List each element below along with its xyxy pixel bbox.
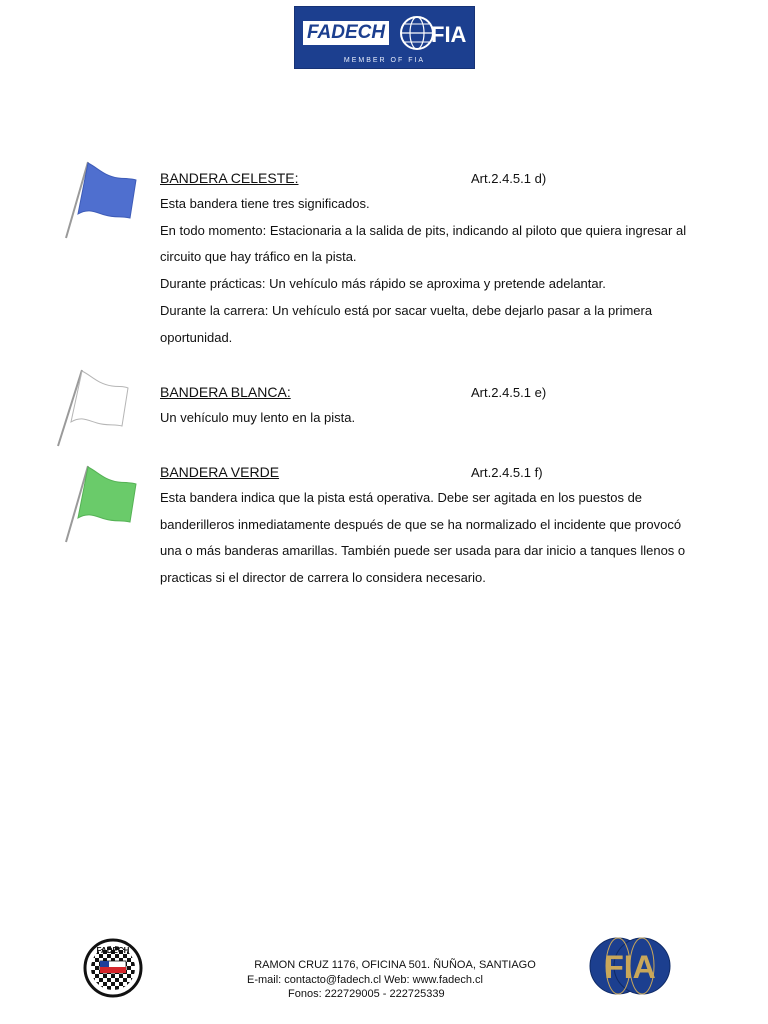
section-title-blanca: BANDERA BLANCA: bbox=[160, 384, 291, 400]
paragraph: Durante la carrera: Un vehículo está por sacar vuelta, debe dejarlo pasar a la primera oportunidad. bbox=[160, 302, 653, 345]
fia-round-logo bbox=[588, 936, 672, 996]
section-body-blanca bbox=[160, 405, 700, 432]
article-ref-celeste: Art.2.4.5.1 d) bbox=[471, 171, 547, 186]
section-body-celeste bbox=[160, 191, 700, 351]
article-ref-verde: Art.2.4.5.1 f) bbox=[471, 465, 543, 480]
article-ref-blanca: Art.2.4.5.1 e) bbox=[471, 385, 547, 400]
blue-flag-icon bbox=[60, 158, 140, 240]
paragraph: En todo momento: Estacionaria a la salida de pits, indicando al piloto que quiera ingresar al circuito que hay tráfico en la pista. bbox=[160, 222, 687, 265]
section-title-verde: BANDERA VERDE bbox=[160, 464, 280, 480]
footer-phones: Fonos: 222729005 - 222725339 bbox=[288, 988, 445, 1000]
section-title-celeste: BANDERA CELESTE: bbox=[160, 170, 299, 186]
fia-globe-icon bbox=[401, 13, 467, 53]
fadech-round-logo-text: FADECH bbox=[96, 946, 130, 955]
section-body-verde bbox=[160, 485, 700, 592]
white-flag-icon bbox=[54, 366, 134, 448]
fia-logo-text: FIA bbox=[431, 22, 467, 47]
fadech-logo-text: FADECH bbox=[303, 21, 389, 45]
fia-round-logo-text: FIA bbox=[604, 949, 656, 985]
member-of-fia-text: MEMBER OF FIA bbox=[343, 57, 426, 64]
fadech-fia-header-logo bbox=[294, 6, 475, 69]
footer-contact-block bbox=[200, 958, 590, 1002]
flag-cloth bbox=[78, 467, 136, 522]
fadech-round-logo bbox=[83, 938, 143, 998]
footer-address: RAMON CRUZ 1176, OFICINA 501. ÑUÑOA, SANTIAGO bbox=[254, 959, 536, 971]
paragraph: Esta bandera indica que la pista está operativa. Debe ser agitada en los puestos de banderilleros inmediatamente después de que se ha normalizado el incidente que provocó una o más banderas amarillas. También puede ser usada para dar inicio a tanques llenos o practicas si el director de carrera lo considera necesario. bbox=[160, 490, 686, 586]
green-flag-icon bbox=[60, 462, 140, 544]
footer-contact: E-mail: contacto@fadech.cl Web: www.fadech.cl bbox=[247, 973, 483, 986]
paragraph: Un vehículo muy lento en la pista. bbox=[160, 410, 356, 425]
paragraph: Durante prácticas: Un vehículo más rápido se aproxima y pretende adelantar. bbox=[160, 276, 606, 292]
flag-cloth bbox=[78, 163, 136, 218]
paragraph: Esta bandera tiene tres significados. bbox=[160, 196, 370, 211]
